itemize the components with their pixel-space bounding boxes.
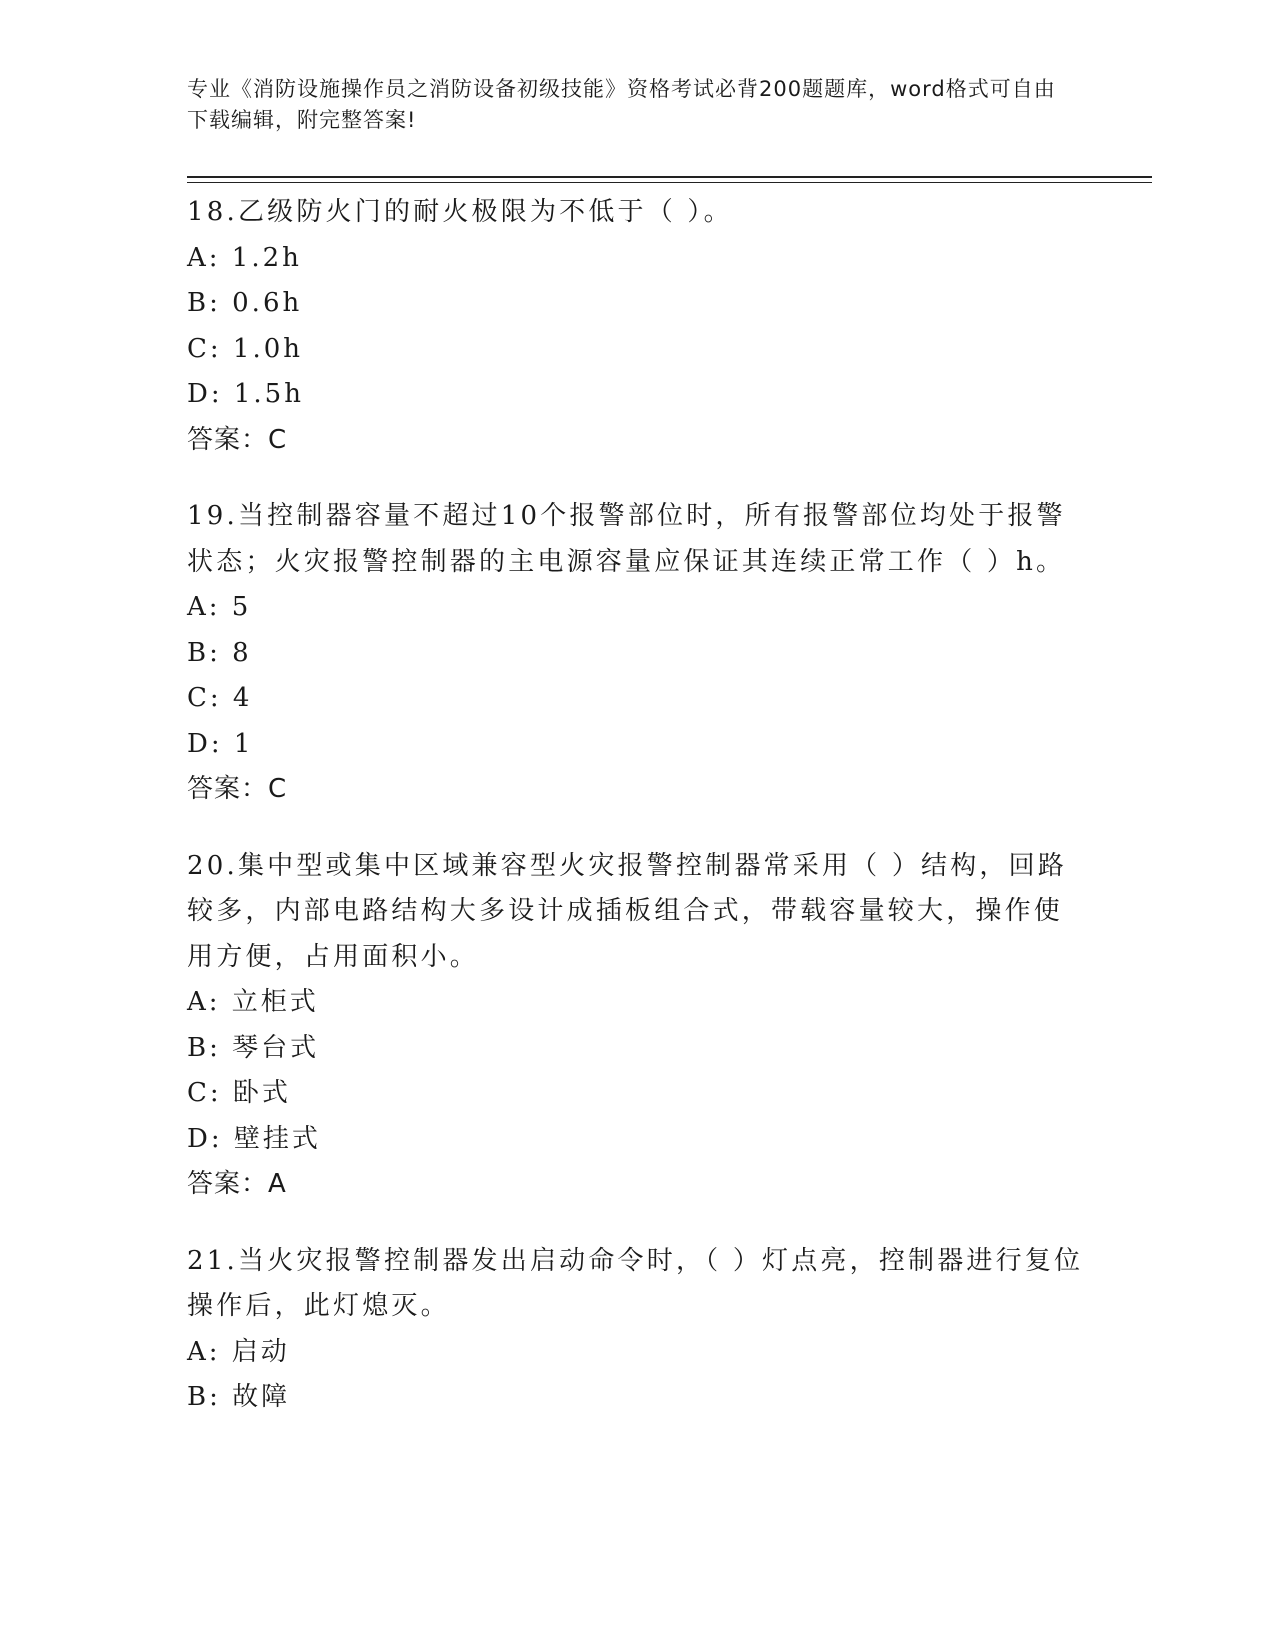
option-b: B: 琴台式	[187, 1032, 320, 1063]
question-list	[187, 190, 1087, 1452]
option-a: A: 1.2h	[187, 242, 302, 273]
question-21	[187, 1239, 1087, 1421]
option-d: D: 壁挂式	[187, 1123, 321, 1154]
header-divider-thin	[187, 182, 1152, 183]
answer-line: 答案：A	[187, 1169, 287, 1199]
option-a: A: 启动	[187, 1336, 290, 1367]
answer-line: 答案：C	[187, 424, 288, 455]
question-stem: 18.乙级防火门的耐火极限为不低于（ ）。	[187, 197, 733, 227]
option-b: B: 故障	[187, 1382, 291, 1412]
question-stem: 19.当控制器容量不超过10个报警部位时，所有报警部位均处于报警状态；火灾报警控制器的主电源容量应保证其连续正常工作（ ）h。	[187, 501, 1066, 577]
option-b: B: 0.6h	[187, 288, 303, 318]
header-divider-thick	[187, 176, 1152, 178]
option-a: A: 5	[187, 592, 252, 622]
option-d: D: 1.5h	[187, 379, 304, 409]
question-18	[187, 190, 1087, 463]
question-20	[187, 844, 1087, 1208]
option-c: C: 1.0h	[187, 333, 304, 364]
option-c: C: 卧式	[187, 1078, 291, 1108]
document-header: 专业《消防设施操作员之消防设备初级技能》资格考试必背200题题库，word格式可自由下载编辑，附完整答案!	[187, 77, 1056, 132]
option-c: C: 4	[187, 683, 253, 713]
option-d: D: 1	[187, 728, 254, 759]
answer-line: 答案：C	[187, 774, 288, 804]
question-stem: 21.当火灾报警控制器发出启动命令时，（ ）灯点亮，控制器进行复位操作后，此灯熄灭。	[187, 1245, 1084, 1321]
option-b: B: 8	[187, 637, 252, 668]
question-stem: 20.集中型或集中区域兼容型火灾报警控制器常采用（ ）结构，回路较多，内部电路结构大多设计成插板组合式，带载容量较大，操作使用方便，占用面积小。	[187, 850, 1068, 972]
question-19	[187, 494, 1087, 813]
option-a: A: 立柜式	[187, 987, 319, 1017]
